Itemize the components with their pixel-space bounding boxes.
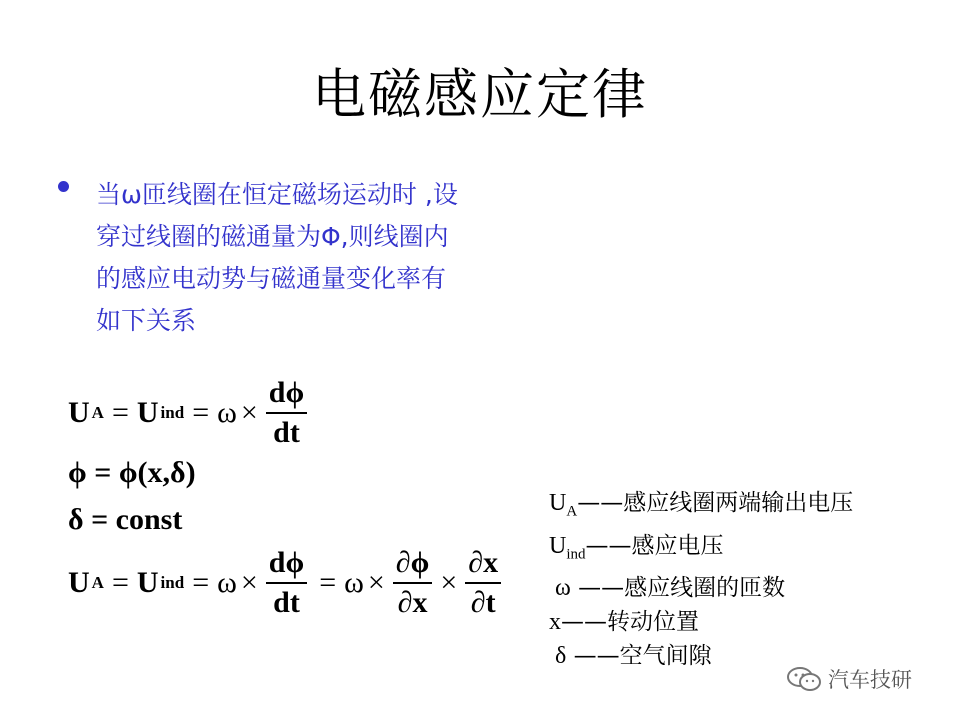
eq-operator: × (367, 566, 385, 599)
bullet-icon (58, 181, 69, 192)
eq-operator: = (192, 566, 210, 599)
eq-text: δ = const (68, 503, 183, 536)
equation-3 (68, 503, 182, 537)
bullet-line: 当ω匝线圈在恒定磁场运动时 ,设 (96, 180, 458, 209)
eq-operator: × (240, 396, 258, 429)
eq-symbol: U (136, 396, 159, 429)
legend-row (549, 605, 853, 639)
bullet-line: 穿过线圈的磁通量为Φ,则线圈内 (96, 222, 449, 251)
eq-symbol: ω (217, 566, 237, 599)
legend-text: ——空气间隙 (566, 643, 712, 670)
watermark (786, 664, 912, 694)
legend-symbol: U (549, 532, 567, 559)
watermark-text: 汽车技研 (828, 668, 912, 692)
legend-row (549, 529, 853, 572)
legend-text: ——感应线圈的匝数 (570, 575, 786, 602)
eq-operator: = (111, 566, 129, 599)
legend-symbol: U (549, 490, 567, 516)
eq-fraction (393, 546, 433, 620)
equation-2 (68, 456, 196, 490)
symbol-legend (549, 486, 853, 673)
legend-symbol: δ (549, 643, 567, 670)
eq-symbol: ω (344, 566, 364, 599)
eq-text: ϕ = ϕ(x,δ) (68, 456, 196, 489)
bullet-line: 的感应电动势与磁通量变化率有 (96, 264, 447, 293)
eq-operator: = (111, 396, 129, 429)
wechat-icon (786, 666, 822, 692)
legend-symbol: x (549, 609, 561, 636)
eq-subscript: ind (160, 403, 185, 422)
eq-operator: × (240, 566, 258, 599)
eq-denominator: dt (273, 416, 300, 449)
legend-subscript: A (566, 503, 578, 520)
eq-symbol: U (68, 566, 90, 599)
bullet-text (96, 174, 516, 342)
legend-row (549, 571, 853, 605)
eq-fraction (465, 546, 501, 620)
eq-numerator: dϕ (266, 546, 307, 584)
eq-operator: × (440, 566, 458, 599)
eq-denominator: dt (273, 586, 300, 619)
equation-1 (68, 376, 311, 450)
legend-text: ——感应线圈两端输出电压 (577, 490, 854, 516)
eq-symbol: ω (217, 396, 237, 429)
eq-subscript: ind (160, 573, 185, 592)
eq-numerator: ∂x (465, 546, 501, 584)
legend-subscript: ind (566, 546, 586, 563)
equation-4 (68, 546, 505, 620)
eq-denominator: ∂t (470, 586, 496, 619)
eq-denominator: ∂x (397, 586, 428, 619)
eq-operator: = (319, 566, 337, 599)
slide-title: 电磁感应定律 (312, 63, 648, 126)
eq-symbol: U (68, 396, 90, 429)
eq-symbol: U (136, 566, 159, 599)
legend-text: ——转动位置 (561, 609, 699, 636)
eq-numerator: dϕ (266, 376, 307, 414)
eq-fraction (266, 376, 307, 450)
eq-operator: = (192, 396, 210, 429)
eq-numerator: ∂ϕ (393, 546, 433, 584)
eq-fraction (266, 546, 307, 620)
eq-subscript: A (91, 573, 104, 592)
bullet-line: 如下关系 (96, 306, 197, 335)
legend-text: ——感应电压 (585, 532, 724, 559)
legend-symbol: ω (549, 575, 571, 602)
eq-subscript: A (91, 403, 104, 422)
legend-row (549, 486, 853, 529)
